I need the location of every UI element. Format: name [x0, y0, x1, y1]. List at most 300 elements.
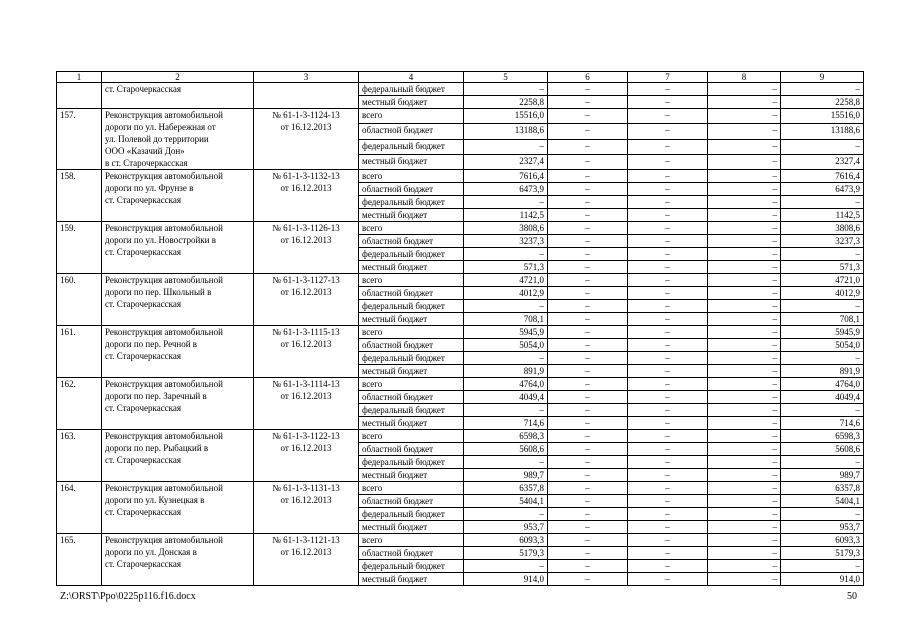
value-col9: 1142,5: [781, 209, 864, 222]
item-document-line: от 16.12.2013: [280, 391, 332, 401]
value-col6: –: [548, 196, 628, 209]
value-col6: –: [548, 248, 628, 261]
value-col6: –: [548, 170, 628, 183]
value-col7: –: [628, 287, 708, 300]
value-col5: 5054,0: [464, 339, 548, 352]
item-name-line: ст. Старочеркасская: [105, 247, 182, 257]
value-col9: 2327,4: [781, 154, 864, 169]
value-col8: –: [708, 326, 781, 339]
value-col5: 13188,6: [464, 124, 548, 139]
value-col9: 5404,1: [781, 495, 864, 508]
item-name-line: Реконструкция автомобильной: [105, 483, 223, 493]
value-col6: –: [548, 430, 628, 443]
value-col7: –: [628, 139, 708, 154]
budget-label: местный бюджет: [359, 521, 464, 534]
value-col9: 914,0: [781, 573, 864, 586]
value-col6: –: [548, 534, 628, 547]
budget-label: федеральный бюджет: [359, 456, 464, 469]
column-header: 7: [628, 72, 708, 83]
value-col6: –: [548, 404, 628, 417]
budget-label: федеральный бюджет: [359, 300, 464, 313]
budget-table: [56, 71, 864, 586]
value-col7: –: [628, 508, 708, 521]
value-col7: –: [628, 560, 708, 573]
budget-label: областной бюджет: [359, 235, 464, 248]
value-col9: 708,1: [781, 313, 864, 326]
value-col5: 7616,4: [464, 170, 548, 183]
value-col6: –: [548, 209, 628, 222]
column-header: 4: [359, 72, 464, 83]
value-col8: –: [708, 154, 781, 169]
value-col9: –: [781, 139, 864, 154]
budget-label: федеральный бюджет: [359, 83, 464, 96]
value-col8: –: [708, 547, 781, 560]
item-name-line: дороги по ул. Набережная от: [105, 122, 216, 132]
value-col7: –: [628, 430, 708, 443]
value-col7: –: [628, 83, 708, 96]
value-col6: –: [548, 124, 628, 139]
item-document: [254, 274, 359, 326]
value-col8: –: [708, 222, 781, 235]
value-col8: –: [708, 417, 781, 430]
item-name: [102, 274, 254, 326]
value-col8: –: [708, 235, 781, 248]
value-col7: –: [628, 469, 708, 482]
value-col5: 708,1: [464, 313, 548, 326]
value-col5: 571,3: [464, 261, 548, 274]
item-name-line: Реконструкция автомобильной: [105, 223, 223, 233]
item-name: [102, 109, 254, 170]
table-row: [57, 109, 864, 124]
item-name: [102, 430, 254, 482]
budget-label: местный бюджет: [359, 154, 464, 169]
budget-label: всего: [359, 274, 464, 287]
value-col6: –: [548, 456, 628, 469]
value-col7: –: [628, 274, 708, 287]
value-col7: –: [628, 209, 708, 222]
value-col5: –: [464, 248, 548, 261]
value-col8: –: [708, 521, 781, 534]
value-col9: 6093,3: [781, 534, 864, 547]
item-document-line: № 61-1-3-1124-13: [272, 110, 340, 120]
value-col5: 4764,0: [464, 378, 548, 391]
budget-label: всего: [359, 430, 464, 443]
value-col7: –: [628, 326, 708, 339]
value-col7: –: [628, 456, 708, 469]
item-name-line: ст. Старочеркасская: [105, 195, 182, 205]
value-col8: –: [708, 83, 781, 96]
item-number: 161.: [57, 326, 102, 378]
table-row: [57, 274, 864, 287]
item-document: [254, 170, 359, 222]
item-number: 163.: [57, 430, 102, 482]
value-col5: –: [464, 352, 548, 365]
page-number: 50: [847, 591, 857, 602]
value-col7: –: [628, 404, 708, 417]
value-col8: –: [708, 404, 781, 417]
value-col8: –: [708, 109, 781, 124]
value-col8: –: [708, 495, 781, 508]
budget-label: всего: [359, 109, 464, 124]
value-col6: –: [548, 508, 628, 521]
value-col6: –: [548, 183, 628, 196]
budget-label: местный бюджет: [359, 417, 464, 430]
value-col7: –: [628, 154, 708, 169]
table-row: [57, 534, 864, 547]
value-col9: –: [781, 404, 864, 417]
budget-label: всего: [359, 222, 464, 235]
value-col5: 989,7: [464, 469, 548, 482]
value-col7: –: [628, 109, 708, 124]
value-col5: 714,6: [464, 417, 548, 430]
value-col7: –: [628, 300, 708, 313]
value-col8: –: [708, 96, 781, 109]
value-col8: –: [708, 378, 781, 391]
item-name-line: ст. Старочеркасская: [105, 507, 182, 517]
value-col9: –: [781, 83, 864, 96]
budget-label: местный бюджет: [359, 469, 464, 482]
item-number: [57, 83, 102, 109]
item-document-line: № 61-1-3-1127-13: [272, 275, 340, 285]
item-name-line: ст. Старочеркасская: [105, 299, 182, 309]
value-col9: 3237,3: [781, 235, 864, 248]
item-document: [254, 378, 359, 430]
item-document-line: № 61-1-3-1132-13: [272, 171, 340, 181]
column-header: 5: [464, 72, 548, 83]
value-col8: –: [708, 339, 781, 352]
value-col9: 6473,9: [781, 183, 864, 196]
budget-label: федеральный бюджет: [359, 139, 464, 154]
item-name-line: дороги по пер. Школьный в: [105, 287, 212, 297]
value-col5: 4012,9: [464, 287, 548, 300]
item-document: [254, 222, 359, 274]
value-col9: 4764,0: [781, 378, 864, 391]
item-number: 164.: [57, 482, 102, 534]
item-name-line: ул. Полевой до территории: [105, 134, 209, 144]
value-col7: –: [628, 124, 708, 139]
value-col7: –: [628, 248, 708, 261]
value-col7: –: [628, 378, 708, 391]
budget-label: федеральный бюджет: [359, 196, 464, 209]
value-col6: –: [548, 443, 628, 456]
value-col7: –: [628, 261, 708, 274]
value-col8: –: [708, 443, 781, 456]
item-name-line: Реконструкция автомобильной: [105, 535, 223, 545]
value-col9: –: [781, 352, 864, 365]
item-name-line: дороги по ул. Фрунзе в: [105, 183, 194, 193]
value-col6: –: [548, 139, 628, 154]
value-col9: –: [781, 456, 864, 469]
value-col5: –: [464, 456, 548, 469]
value-col6: –: [548, 378, 628, 391]
item-name-line: ст. Старочеркасская: [105, 455, 182, 465]
value-col9: 3808,6: [781, 222, 864, 235]
value-col9: 5945,9: [781, 326, 864, 339]
header-row: [57, 72, 864, 83]
item-name-line: ст. Старочеркасская: [105, 559, 182, 569]
value-col8: –: [708, 183, 781, 196]
item-name-line: Реконструкция автомобильной: [105, 171, 223, 181]
item-document-line: от 16.12.2013: [280, 183, 332, 193]
value-col9: 6357,8: [781, 482, 864, 495]
item-document-line: от 16.12.2013: [280, 547, 332, 557]
value-col5: –: [464, 404, 548, 417]
value-col7: –: [628, 391, 708, 404]
value-col5: 891,9: [464, 365, 548, 378]
value-col9: –: [781, 300, 864, 313]
value-col6: –: [548, 469, 628, 482]
item-document: [254, 326, 359, 378]
value-col7: –: [628, 534, 708, 547]
value-col6: –: [548, 391, 628, 404]
value-col6: –: [548, 417, 628, 430]
budget-label: областной бюджет: [359, 124, 464, 139]
item-name: [102, 378, 254, 430]
value-col7: –: [628, 495, 708, 508]
table-row: [57, 83, 864, 96]
value-col5: 2258,8: [464, 96, 548, 109]
value-col5: 5945,9: [464, 326, 548, 339]
item-document-line: от 16.12.2013: [280, 287, 332, 297]
table-row: [57, 378, 864, 391]
value-col6: –: [548, 154, 628, 169]
budget-label: областной бюджет: [359, 391, 464, 404]
value-col6: –: [548, 287, 628, 300]
value-col7: –: [628, 547, 708, 560]
value-col8: –: [708, 209, 781, 222]
value-col9: 714,6: [781, 417, 864, 430]
value-col8: –: [708, 139, 781, 154]
item-document: [254, 109, 359, 170]
value-col7: –: [628, 222, 708, 235]
item-document-line: № 61-1-3-1131-13: [272, 483, 340, 493]
value-col5: –: [464, 508, 548, 521]
budget-label: местный бюджет: [359, 573, 464, 586]
value-col6: –: [548, 313, 628, 326]
value-col6: –: [548, 365, 628, 378]
budget-label: федеральный бюджет: [359, 560, 464, 573]
value-col8: –: [708, 482, 781, 495]
item-name-line: ООО «Казачий Дон»: [105, 146, 185, 156]
value-col8: –: [708, 300, 781, 313]
value-col8: –: [708, 456, 781, 469]
item-document: [254, 83, 359, 109]
value-col8: –: [708, 274, 781, 287]
item-name: ст. Старочеркасская: [102, 83, 254, 109]
item-document-line: № 61-1-3-1114-13: [272, 379, 340, 389]
value-col9: –: [781, 508, 864, 521]
value-col8: –: [708, 261, 781, 274]
budget-label: всего: [359, 482, 464, 495]
table-row: [57, 430, 864, 443]
value-col6: –: [548, 352, 628, 365]
value-col9: 989,7: [781, 469, 864, 482]
value-col5: 5179,3: [464, 547, 548, 560]
item-name-line: дороги по ул. Новостройки в: [105, 235, 216, 245]
item-document-line: от 16.12.2013: [280, 495, 332, 505]
value-col9: –: [781, 560, 864, 573]
value-col7: –: [628, 313, 708, 326]
value-col5: 6357,8: [464, 482, 548, 495]
item-name-line: в ст. Старочеркасская: [105, 158, 188, 168]
budget-label: федеральный бюджет: [359, 404, 464, 417]
value-col9: –: [781, 196, 864, 209]
value-col9: 953,7: [781, 521, 864, 534]
table-row: [57, 482, 864, 495]
value-col5: 914,0: [464, 573, 548, 586]
item-document-line: № 61-1-3-1121-13: [272, 535, 340, 545]
item-name-line: дороги по пер. Речной в: [105, 339, 198, 349]
value-col6: –: [548, 573, 628, 586]
value-col7: –: [628, 352, 708, 365]
item-name-line: дороги по ул. Кузнецкая в: [105, 495, 205, 505]
item-name-line: Реконструкция автомобильной: [105, 275, 223, 285]
value-col6: –: [548, 96, 628, 109]
value-col6: –: [548, 326, 628, 339]
column-header: 6: [548, 72, 628, 83]
budget-label: местный бюджет: [359, 96, 464, 109]
budget-label: всего: [359, 170, 464, 183]
value-col5: 5404,1: [464, 495, 548, 508]
column-header: 9: [781, 72, 864, 83]
value-col7: –: [628, 417, 708, 430]
budget-label: областной бюджет: [359, 547, 464, 560]
value-col8: –: [708, 560, 781, 573]
table-row: [57, 222, 864, 235]
value-col8: –: [708, 430, 781, 443]
value-col9: 4049,4: [781, 391, 864, 404]
value-col6: –: [548, 560, 628, 573]
value-col5: 3237,3: [464, 235, 548, 248]
value-col8: –: [708, 534, 781, 547]
value-col5: 6093,3: [464, 534, 548, 547]
item-document: [254, 482, 359, 534]
value-col6: –: [548, 222, 628, 235]
item-name-line: Реконструкция автомобильной: [105, 431, 223, 441]
value-col8: –: [708, 248, 781, 261]
value-col6: –: [548, 547, 628, 560]
value-col5: 953,7: [464, 521, 548, 534]
value-col7: –: [628, 365, 708, 378]
column-header: 8: [708, 72, 781, 83]
value-col5: 1142,5: [464, 209, 548, 222]
budget-label: местный бюджет: [359, 365, 464, 378]
value-col7: –: [628, 170, 708, 183]
value-col8: –: [708, 352, 781, 365]
item-document-line: № 61-1-3-1115-13: [272, 327, 340, 337]
budget-label: областной бюджет: [359, 339, 464, 352]
value-col5: 4721,0: [464, 274, 548, 287]
value-col6: –: [548, 482, 628, 495]
value-col5: 6473,9: [464, 183, 548, 196]
value-col8: –: [708, 365, 781, 378]
item-name: [102, 534, 254, 586]
value-col6: –: [548, 300, 628, 313]
item-number: 162.: [57, 378, 102, 430]
value-col5: 2327,4: [464, 154, 548, 169]
budget-label: всего: [359, 326, 464, 339]
value-col9: 4721,0: [781, 274, 864, 287]
value-col9: 13188,6: [781, 124, 864, 139]
value-col5: 4049,4: [464, 391, 548, 404]
value-col6: –: [548, 235, 628, 248]
value-col5: –: [464, 139, 548, 154]
budget-label: областной бюджет: [359, 443, 464, 456]
budget-label: федеральный бюджет: [359, 508, 464, 521]
value-col6: –: [548, 339, 628, 352]
item-name-line: ст. Старочеркасская: [105, 351, 182, 361]
value-col9: 571,3: [781, 261, 864, 274]
value-col7: –: [628, 482, 708, 495]
item-name: [102, 170, 254, 222]
item-document-line: от 16.12.2013: [280, 339, 332, 349]
value-col9: 6598,3: [781, 430, 864, 443]
value-col8: –: [708, 573, 781, 586]
value-col9: 5179,3: [781, 547, 864, 560]
item-name-line: Реконструкция автомобильной: [105, 110, 223, 120]
value-col9: 891,9: [781, 365, 864, 378]
value-col9: 2258,8: [781, 96, 864, 109]
value-col6: –: [548, 109, 628, 124]
value-col8: –: [708, 287, 781, 300]
value-col8: –: [708, 313, 781, 326]
item-document-line: № 61-1-3-1122-13: [272, 431, 340, 441]
value-col5: –: [464, 560, 548, 573]
value-col9: 15516,0: [781, 109, 864, 124]
budget-label: всего: [359, 534, 464, 547]
footer-file-path: Z:\ORST\Ppo\0225p116.f16.docx: [60, 591, 196, 602]
table-row: [57, 326, 864, 339]
value-col8: –: [708, 508, 781, 521]
budget-label: федеральный бюджет: [359, 352, 464, 365]
item-document-line: от 16.12.2013: [280, 235, 332, 245]
value-col5: –: [464, 83, 548, 96]
budget-label: областной бюджет: [359, 183, 464, 196]
column-header: 1: [57, 72, 102, 83]
item-name: [102, 222, 254, 274]
item-number: 160.: [57, 274, 102, 326]
value-col7: –: [628, 443, 708, 456]
value-col8: –: [708, 196, 781, 209]
value-col7: –: [628, 196, 708, 209]
item-document-line: № 61-1-3-1126-13: [272, 223, 340, 233]
item-number: 159.: [57, 222, 102, 274]
value-col5: 3808,6: [464, 222, 548, 235]
value-col9: 5608,6: [781, 443, 864, 456]
value-col7: –: [628, 339, 708, 352]
item-document: [254, 534, 359, 586]
value-col5: 15516,0: [464, 109, 548, 124]
budget-label: местный бюджет: [359, 313, 464, 326]
value-col5: 5608,6: [464, 443, 548, 456]
value-col8: –: [708, 469, 781, 482]
item-document-line: от 16.12.2013: [280, 443, 332, 453]
value-col9: 7616,4: [781, 170, 864, 183]
item-name-line: ст. Старочеркасская: [105, 403, 182, 413]
value-col7: –: [628, 96, 708, 109]
value-col7: –: [628, 235, 708, 248]
value-col8: –: [708, 391, 781, 404]
value-col7: –: [628, 183, 708, 196]
budget-label: всего: [359, 378, 464, 391]
value-col5: –: [464, 300, 548, 313]
value-col6: –: [548, 521, 628, 534]
value-col8: –: [708, 170, 781, 183]
value-col9: 5054,0: [781, 339, 864, 352]
value-col9: 4012,9: [781, 287, 864, 300]
value-col6: –: [548, 83, 628, 96]
value-col8: –: [708, 124, 781, 139]
